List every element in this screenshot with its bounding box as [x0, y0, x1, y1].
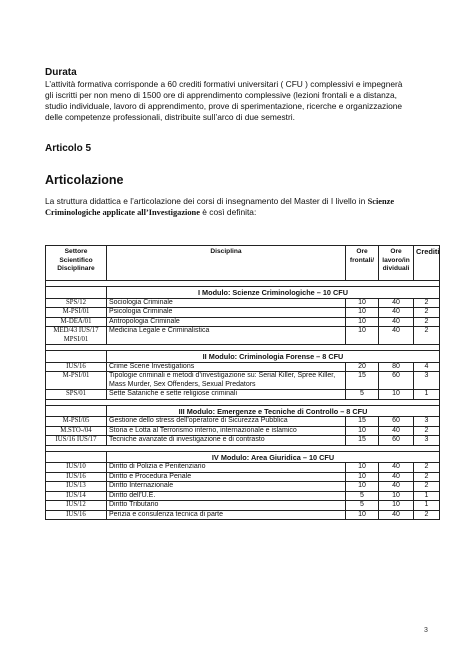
- header-ore-frontali: Ore frontali/: [346, 246, 379, 281]
- cell-ore-lavoro: 60: [379, 372, 414, 390]
- table-row: [46, 298, 440, 308]
- table-row: [46, 491, 440, 501]
- cell-disciplina: Perizia e consulenza tecnica di parte: [107, 510, 346, 520]
- cell-settore: M-PSI/05: [46, 417, 107, 427]
- header-ore-lavoro: Ore lavoro/in dividuali: [379, 246, 414, 281]
- module-title-blank: [46, 405, 107, 417]
- cell-settore: IUS/16: [46, 362, 107, 372]
- cell-ore-lavoro: 10: [379, 501, 414, 511]
- module-title-row: [46, 351, 440, 363]
- cell-disciplina: Gestione dello stress dell’operatore di Sicurezza Pubblica: [107, 417, 346, 427]
- cell-settore: M-PSI/01: [46, 308, 107, 318]
- cell-ore-frontali: 15: [346, 417, 379, 427]
- cell-disciplina: Tipologie criminali e metodi d’investigazione su: Serial Killer, Spree Killer, Mass Murder, Sex Offenders, Sexual Predators: [107, 372, 346, 390]
- cell-ore-lavoro: 40: [379, 472, 414, 482]
- cell-crediti: 3: [414, 417, 440, 427]
- cell-crediti: 1: [414, 390, 440, 400]
- header-crediti: Crediti: [414, 246, 440, 281]
- cell-ore-frontali: 10: [346, 472, 379, 482]
- cell-crediti: 2: [414, 317, 440, 327]
- cell-crediti: 4: [414, 362, 440, 372]
- cell-ore-lavoro: 40: [379, 510, 414, 520]
- cell-disciplina: Diritto e Procedura Penale: [107, 472, 346, 482]
- cell-crediti: 3: [414, 436, 440, 446]
- table-row: [46, 472, 440, 482]
- table-row: [46, 463, 440, 473]
- cell-ore-frontali: 10: [346, 463, 379, 473]
- table-row: [46, 426, 440, 436]
- cell-ore-lavoro: 10: [379, 491, 414, 501]
- cell-settore: IUS/16 IUS/17: [46, 436, 107, 446]
- intro-text: La struttura didattica e l’articolazione dei corsi di insegnamento del Master di I livello in: [45, 196, 366, 206]
- module-title: IV Modulo: Area Giuridica – 10 CFU: [107, 451, 440, 463]
- cell-ore-lavoro: 40: [379, 426, 414, 436]
- cell-disciplina: Sette Sataniche e sette religiose criminali: [107, 390, 346, 400]
- cell-crediti: 2: [414, 298, 440, 308]
- page-number: 3: [424, 627, 428, 634]
- cell-settore: IUS/16: [46, 472, 107, 482]
- cell-ore-frontali: 15: [346, 372, 379, 390]
- table-body: [46, 281, 440, 520]
- cell-ore-lavoro: 40: [379, 298, 414, 308]
- cell-ore-frontali: 5: [346, 501, 379, 511]
- cell-crediti: 2: [414, 482, 440, 492]
- module-title-blank: [46, 451, 107, 463]
- cell-settore: SPS/12: [46, 298, 107, 308]
- cell-crediti: 2: [414, 426, 440, 436]
- table-row: [46, 501, 440, 511]
- module-title: II Modulo: Criminologia Forense – 8 CFU: [107, 351, 440, 363]
- module-title-row: [46, 451, 440, 463]
- module-title-blank: [46, 287, 107, 299]
- cell-settore: M-PSI/01: [46, 372, 107, 390]
- table-row: [46, 510, 440, 520]
- cell-disciplina: Tecniche avanzate di investigazione e di contrasto: [107, 436, 346, 446]
- articolazione-intro: [45, 196, 437, 218]
- cell-ore-frontali: 5: [346, 491, 379, 501]
- cell-disciplina: Psicologia Criminale: [107, 308, 346, 318]
- cell-ore-lavoro: 40: [379, 482, 414, 492]
- cell-ore-frontali: 15: [346, 436, 379, 446]
- cell-settore: IUS/10: [46, 463, 107, 473]
- cell-crediti: 2: [414, 327, 440, 345]
- cell-settore: M.STO-/04: [46, 426, 107, 436]
- cell-settore: MED/43 IUS/17 MPSI/01: [46, 327, 107, 345]
- cell-crediti: 2: [414, 510, 440, 520]
- cell-disciplina: Diritto di Polizia e Penitenziario: [107, 463, 346, 473]
- table-row: [46, 317, 440, 327]
- cell-ore-lavoro: 40: [379, 327, 414, 345]
- cell-ore-frontali: 10: [346, 482, 379, 492]
- curriculum-table: [45, 245, 440, 520]
- cell-ore-lavoro: 80: [379, 362, 414, 372]
- cell-crediti: 2: [414, 463, 440, 473]
- cell-ore-frontali: 5: [346, 390, 379, 400]
- cell-crediti: 3: [414, 372, 440, 390]
- table-row: [46, 362, 440, 372]
- cell-disciplina: Diritto Internazionale: [107, 482, 346, 492]
- cell-ore-frontali: 10: [346, 308, 379, 318]
- durata-line: studio individuale, lavoro di apprendimento, prove di sperimentazione, ricerche e organizzazione: [45, 101, 403, 111]
- cell-disciplina: Diritto Tributario: [107, 501, 346, 511]
- durata-heading: Durata: [45, 67, 77, 78]
- intro-text: è così definita:: [202, 207, 257, 217]
- module-title: I Modulo: Scienze Criminologiche – 10 CFU: [107, 287, 440, 299]
- durata-paragraph: [45, 79, 437, 123]
- module-title-row: [46, 287, 440, 299]
- cell-ore-frontali: 10: [346, 317, 379, 327]
- cell-disciplina: Storia e Lotta al Terrorismo interno, internazionale e islamico: [107, 426, 346, 436]
- cell-ore-lavoro: 60: [379, 417, 414, 427]
- cell-disciplina: Sociologia Criminale: [107, 298, 346, 308]
- intro-master-title: Scienze: [367, 197, 395, 206]
- header-settore: Settore Scientifico Disciplinare: [46, 246, 107, 281]
- cell-ore-lavoro: 40: [379, 463, 414, 473]
- cell-ore-frontali: 20: [346, 362, 379, 372]
- cell-disciplina: Medicina Legale e Criminalistica: [107, 327, 346, 345]
- durata-line: L’attività formativa corrisponde a 60 crediti formativi universitari ( CFU ) complessivi e impegnerà: [45, 79, 403, 89]
- cell-ore-frontali: 10: [346, 298, 379, 308]
- cell-crediti: 1: [414, 491, 440, 501]
- module-title: III Modulo: Emergenze e Tecniche di Controllo – 8 CFU: [107, 405, 440, 417]
- cell-ore-lavoro: 40: [379, 308, 414, 318]
- articolazione-heading: Articolazione: [45, 173, 124, 187]
- intro-master-title: Criminologiche applicate all’Investigazione: [45, 208, 200, 217]
- table-header-row: [46, 246, 440, 281]
- table-row: [46, 417, 440, 427]
- table-row: [46, 390, 440, 400]
- cell-settore: IUS/14: [46, 491, 107, 501]
- table-row: [46, 482, 440, 492]
- cell-ore-frontali: 10: [346, 426, 379, 436]
- cell-crediti: 1: [414, 501, 440, 511]
- module-title-row: [46, 405, 440, 417]
- header-disciplina: Disciplina: [107, 246, 346, 281]
- table-row: [46, 372, 440, 390]
- table-row: [46, 327, 440, 345]
- durata-line: gli iscritti per non meno di 1500 ore di apprendimento complessive (lezioni frontali e a distanza,: [45, 90, 397, 100]
- cell-disciplina: Crime Scene Investigations: [107, 362, 346, 372]
- cell-ore-frontali: 10: [346, 510, 379, 520]
- cell-crediti: 2: [414, 472, 440, 482]
- durata-line: delle competenze professionali, distribuite sull’arco di due semestri.: [45, 112, 295, 122]
- cell-ore-lavoro: 60: [379, 436, 414, 446]
- cell-settore: IUS/16: [46, 510, 107, 520]
- module-title-blank: [46, 351, 107, 363]
- cell-crediti: 2: [414, 308, 440, 318]
- cell-settore: IUS/13: [46, 482, 107, 492]
- table-row: [46, 308, 440, 318]
- cell-settore: SPS/01: [46, 390, 107, 400]
- table-row: [46, 436, 440, 446]
- cell-ore-frontali: 10: [346, 327, 379, 345]
- cell-ore-lavoro: 40: [379, 317, 414, 327]
- cell-ore-lavoro: 10: [379, 390, 414, 400]
- cell-settore: IUS/12: [46, 501, 107, 511]
- cell-disciplina: Antropologia Criminale: [107, 317, 346, 327]
- cell-settore: M-DEA/01: [46, 317, 107, 327]
- articolo-heading: Articolo 5: [45, 143, 92, 154]
- cell-disciplina: Diritto dell’U.E.: [107, 491, 346, 501]
